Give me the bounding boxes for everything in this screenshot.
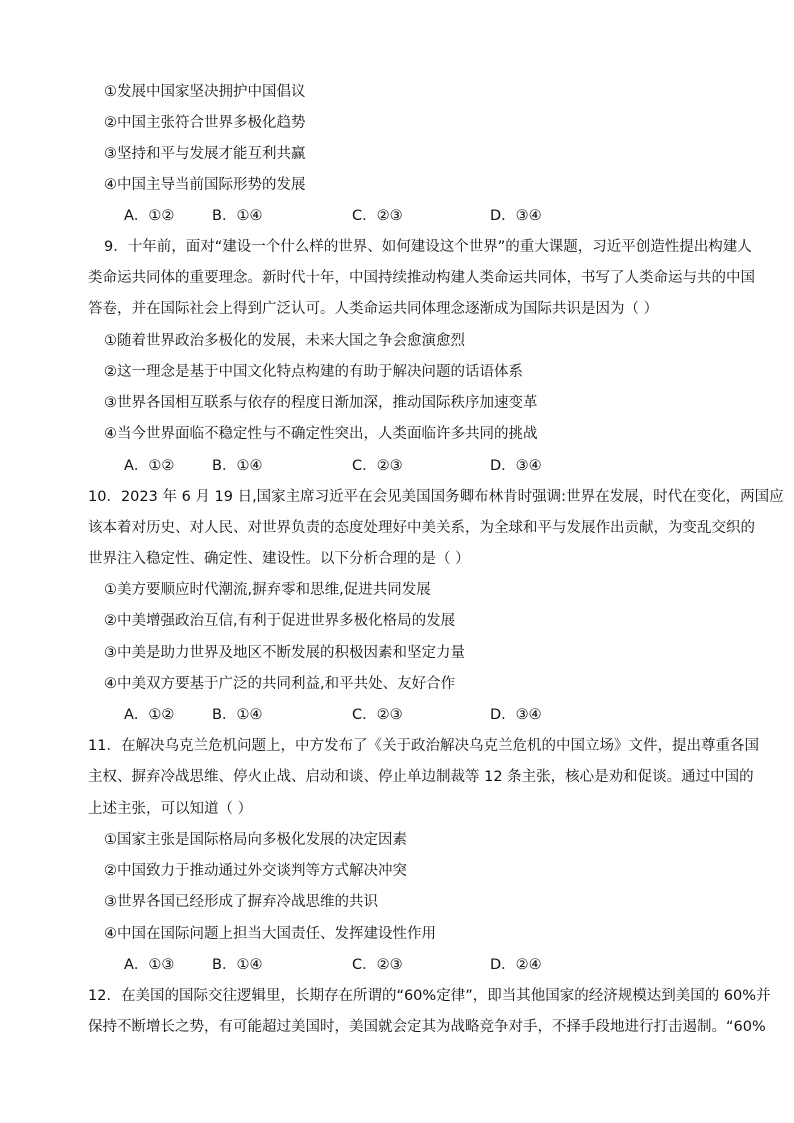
option-c: C．②③ (352, 957, 403, 973)
option-b: B．①④ (212, 458, 263, 474)
option-b: B．①④ (212, 707, 263, 723)
option-d: D．③④ (490, 208, 542, 224)
statement-1: ①美方要顺应时代潮流,摒弃零和思维,促进共同发展 (104, 582, 431, 598)
option-c: C．②③ (352, 208, 403, 224)
option-d: D．②④ (490, 957, 542, 973)
statement-1: ①随着世界政治多极化的发展，未来大国之争会愈演愈烈 (104, 333, 465, 349)
statement-3: ③世界各国已经形成了摒弃冷战思维的共识 (104, 894, 378, 910)
question-9-line-2: 类命运共同体的重要理念。新时代十年，中国持续推动构建人类命运共同体，书写了人类命运与共的中国 (88, 270, 755, 286)
option-d: D．③④ (490, 458, 542, 474)
question-12-line-1: 12．在美国的国际交往逻辑里，长期存在所谓的“60%定律”，即当其他国家的经济规模达到美国的 60%并 (88, 988, 771, 1004)
statement-2: ②中国致力于推动通过外交谈判等方式解决冲突 (104, 863, 407, 879)
option-b: B．①④ (212, 208, 263, 224)
option-c: C．②③ (352, 458, 403, 474)
option-a: A．①③ (124, 957, 175, 973)
question-9-line-1: 9．十年前，面对“建设一个什么样的世界、如何建设这个世界”的重大课题，习近平创造性提出构建人 (104, 239, 752, 255)
statement-4: ④中国在国际问题上担当大国责任、发挥建设性作用 (104, 926, 436, 942)
question-11-line-2: 主权、摒弃冷战思维、停火止战、启动和谈、停止单边制裁等 12 条主张，核心是劝和促谈。通过中国的 (88, 769, 754, 785)
option-b: B．①④ (212, 957, 263, 973)
statement-4: ④中国主导当前国际形势的发展 (104, 177, 306, 193)
statement-2: ②中国主张符合世界多极化趋势 (104, 115, 306, 131)
statement-2: ②这一理念是基于中国文化特点构建的有助于解决问题的话语体系 (104, 364, 523, 380)
option-d: D．③④ (490, 707, 542, 723)
question-10-line-2: 该本着对历史、对人民、对世界负责的态度处理好中美关系，为全球和平与发展作出贡献，为变乱交织的 (88, 520, 755, 536)
statement-4: ④中美双方要基于广泛的共同利益,和平共处、友好合作 (104, 676, 456, 692)
option-a: A．①② (124, 208, 175, 224)
option-a: A．①② (124, 458, 175, 474)
statement-3: ③坚持和平与发展才能互利共赢 (104, 146, 306, 162)
statement-1: ①国家主张是国际格局向多极化发展的决定因素 (104, 832, 407, 848)
statement-3: ③世界各国相互联系与依存的程度日渐加深，推动国际秩序加速变革 (104, 395, 538, 411)
statement-4: ④当今世界面临不稳定性与不确定性突出，人类面临许多共同的挑战 (104, 426, 538, 442)
question-12-line-2: 保持不断增长之势，有可能超过美国时，美国就会定其为战略竞争对手，不择手段地进行打击遏制。“60% (88, 1019, 766, 1035)
statement-2: ②中美增强政治互信,有利于促进世界多极化格局的发展 (104, 613, 456, 629)
question-11-line-3: 上述主张，可以知道（ ） (88, 801, 253, 817)
question-10-line-3: 世界注入稳定性、确定性、建设性。以下分析合理的是（ ） (88, 551, 470, 567)
question-9-line-3: 答卷，并在国际社会上得到广泛认可。人类命运共同体理念逐渐成为国际共识是因为（ ） (88, 301, 659, 317)
option-a: A．①② (124, 707, 175, 723)
question-10-line-1: 10．2023 年 6 月 19 日,国家主席习近平在会见美国国务卿布林肯时强调:世界在发展，时代在变化，两国应 (88, 489, 784, 505)
question-11-line-1: 11．在解决乌克兰危机问题上，中方发布了《关于政治解决乌克兰危机的中国立场》文件，提出尊重各国 (88, 738, 759, 754)
statement-3: ③中美是助力世界及地区不断发展的积极因素和坚定力量 (104, 645, 465, 661)
statement-1: ①发展中国家坚决拥护中国倡议 (104, 84, 306, 100)
option-c: C．②③ (352, 707, 403, 723)
